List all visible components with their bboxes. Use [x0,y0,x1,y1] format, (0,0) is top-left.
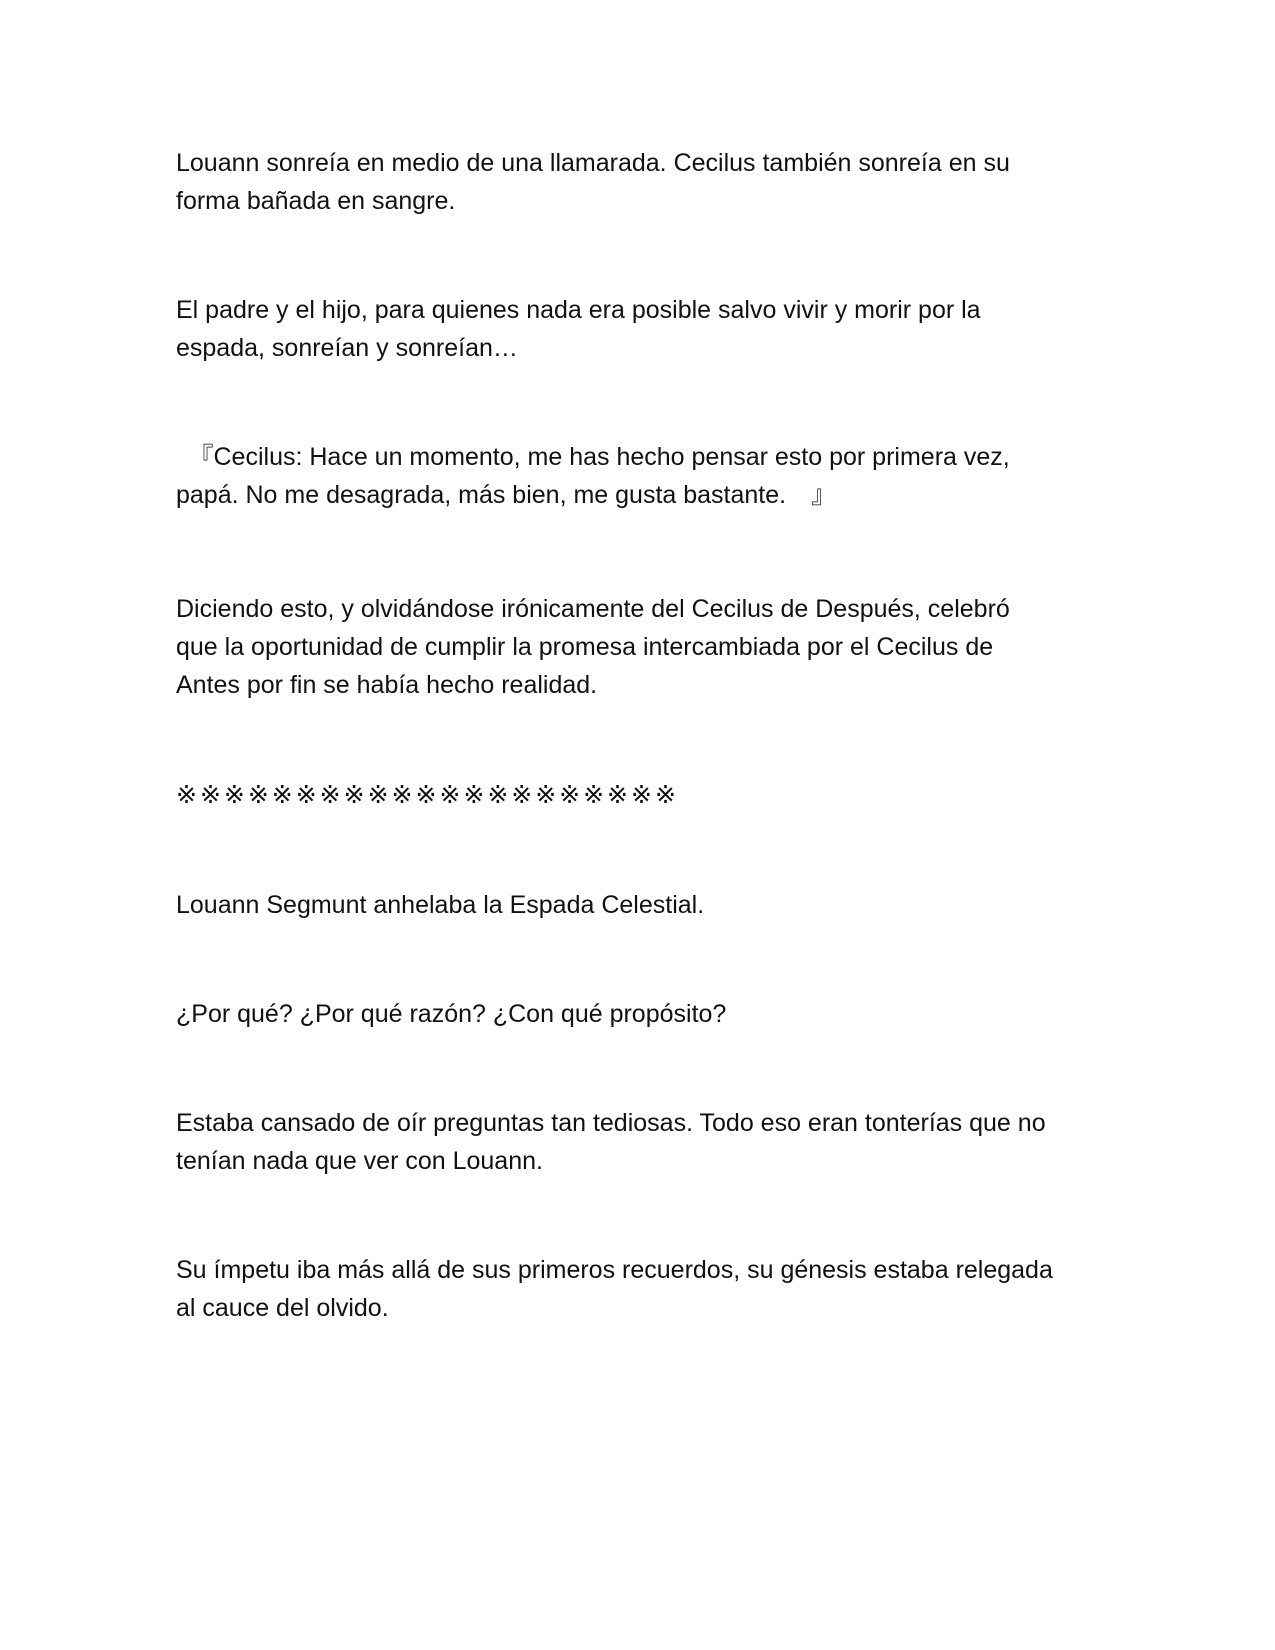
paragraph-2: El padre y el hijo, para quienes nada era posible salvo vivir y morir por la espada, sonreían y sonreían… [176,296,981,362]
paragraph-5: ¿Por qué? ¿Por qué razón? ¿Con qué propósito? [176,1000,727,1028]
paragraph-6: Estaba cansado de oír preguntas tan tediosas. Todo eso eran tonterías que no tenían nada que ver con Louann. [176,1109,1046,1175]
paragraph-4: Louann Segmunt anhelaba la Espada Celestial. [176,891,705,919]
paragraph-3: Diciendo esto, y olvidándose irónicamente del Cecilus de Después, celebró que la oportunidad de cumplir la promesa intercambiada por el Cecilus de Antes por fin se había hecho realidad. [176,595,1010,699]
scene-separator: ※※※※※※※※※※※※※※※※※※※※※ [176,780,679,809]
paragraph-7: Su ímpetu iba más allá de sus primeros recuerdos, su génesis estaba relegada al cauce del olvido. [176,1256,1053,1322]
dialogue-cecilus: 『Cecilus: Hace un momento, me has hecho pensar esto por primera vez, papá. No me desagrada, más bien, me gusta bastante. 』 [176,443,1010,509]
paragraph-1: Louann sonreía en medio de una llamarada. Cecilus también sonreía en su forma bañada en sangre. [176,149,1010,215]
